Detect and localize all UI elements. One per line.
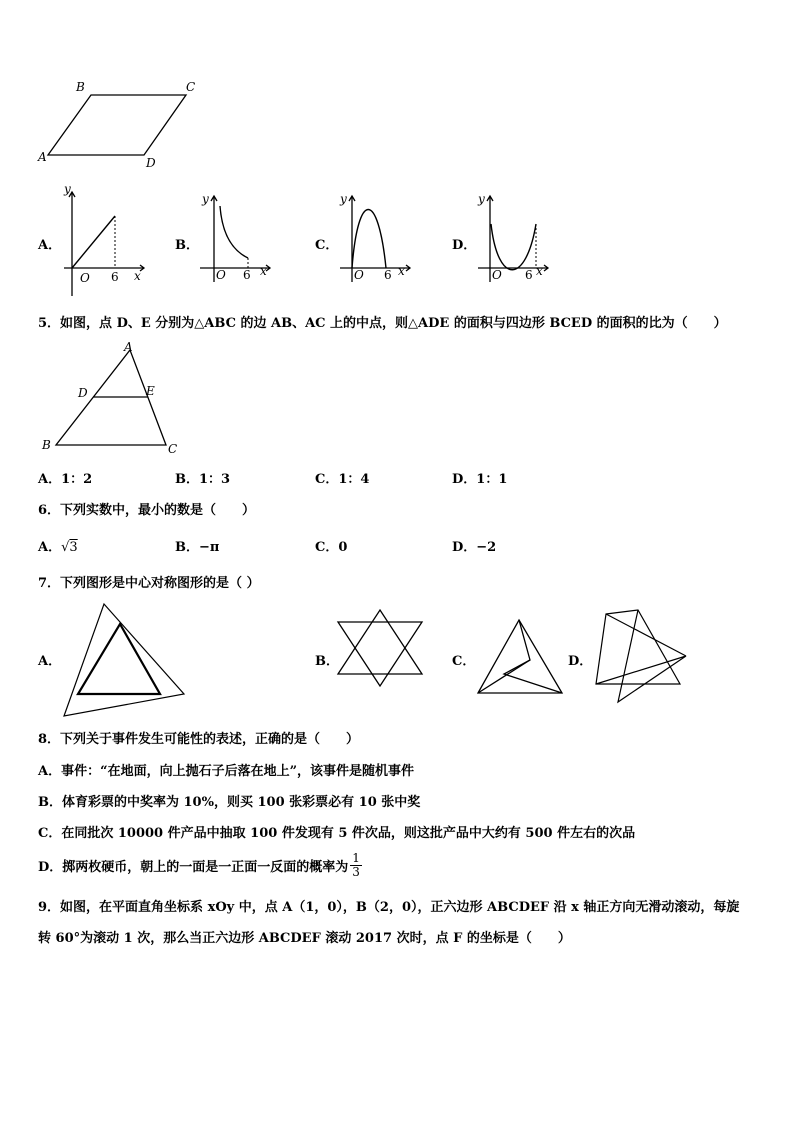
q7-figure-c[interactable] [474,616,566,696]
graph-a-y-label: y [64,182,71,196]
q8-option-d[interactable] [38,852,362,879]
q7-option-b-letter[interactable]: B． [315,654,339,669]
fraction-denominator: 3 [352,865,360,879]
graph-c-tick-label: 6 [384,268,392,282]
q4-graph-a[interactable] [60,182,146,296]
graph-a-curve [72,216,115,268]
q6-option-a-prefix: A． [38,540,62,555]
q5-option-c[interactable]: C．1：4 [315,472,370,487]
graph-b-y-label: y [202,192,209,206]
q8-option-c[interactable]: C．在同批次 10000 件产品中抽取 100 件发现有 5 件次品，则这批产品中大约有 500 件左右的次品 [38,826,636,841]
q7-figure-d[interactable] [592,606,692,704]
q6-option-c[interactable]: C．0 [315,540,348,555]
graph-c-origin-label: O [354,268,364,282]
graph-b-curve [220,206,248,258]
q6-option-a-radicand: 3 [69,540,78,555]
graph-c-x-label: x [398,264,405,278]
q4-option-a-letter[interactable]: A． [38,238,62,253]
q8-option-d-text: D．掷两枚硬币，朝上的一面是一正面一反面的概率为 [38,860,349,875]
q9-question-line2: 转 60°为滚动 1 次，那么当正六边形 ABCDEF 滚动 2017 次时，点 F 的坐标是（ ） [38,931,571,946]
graph-c-curve [352,210,386,269]
label-B: B [42,438,51,452]
q4-option-c-letter[interactable]: C． [315,238,339,253]
q7-question: 7．下列图形是中心对称图形的是（ ） [38,576,260,591]
sqrt-symbol: √3 [61,540,78,555]
label-C: C [186,80,196,94]
graph-d-curve [491,224,536,270]
q5-option-b[interactable]: B．1：3 [175,472,231,487]
q6-option-a[interactable] [38,536,78,555]
parallelogram-shape [48,95,186,155]
graph-d-tick-label: 6 [525,268,533,282]
label-E: E [146,384,155,398]
graph-a-origin-label: O [80,271,90,285]
q8-option-a[interactable]: A．事件：“在地面，向上抛石子后落在地上”，该事件是随机事件 [38,764,415,779]
parallelogram-diagram [36,78,206,173]
fraction-one-third [350,852,362,879]
q5-question: 5．如图，点 D、E 分别为△ABC 的边 AB、AC 上的中点，则△ADE 的面积与四边形 BCED 的面积的比为（ ） [38,316,727,331]
q7-option-a-letter[interactable]: A． [38,654,62,669]
graph-a-x-label: x [134,269,141,283]
q4-option-d-letter[interactable]: D． [452,238,477,253]
graph-d-x-label: x [536,264,543,278]
label-D: D [146,156,156,170]
label-A: A [38,150,47,164]
q9-question-line1: 9．如图，在平面直角坐标系 xOy 中，点 A（1，0），B（2，0），正六边形 ABCDEF 沿 x 轴正方向无滑动滚动，每旋 [38,900,740,915]
fraction-numerator: 1 [352,851,360,865]
graph-b-tick-label: 6 [243,268,251,282]
q7-figure-a[interactable] [60,598,190,718]
q8-question: 8．下列关于事件发生可能性的表述，正确的是（ ） [38,732,360,747]
q4-graph-d[interactable] [476,194,551,286]
q6-option-d[interactable]: D．−2 [452,540,497,555]
label-C: C [168,442,178,456]
graph-d-y-label: y [478,192,485,206]
q4-graph-c[interactable] [338,194,413,286]
graph-b-x-label: x [260,264,267,278]
q7-option-d-letter[interactable]: D． [568,654,593,669]
label-D: D [78,386,88,400]
q4-option-b-letter[interactable]: B． [175,238,199,253]
q7-option-c-letter[interactable]: C． [452,654,476,669]
graph-b-origin-label: O [216,268,226,282]
graph-a-tick-label: 6 [111,270,119,284]
graph-c-y-label: y [340,192,347,206]
q6-question: 6．下列实数中，最小的数是（ ） [38,503,256,518]
label-B: B [76,80,85,94]
q8-option-b[interactable]: B．体育彩票的中奖率为 10%，则买 100 张彩票必有 10 张中奖 [38,795,421,810]
q6-option-b[interactable]: B．−π [175,540,220,555]
q5-triangle-diagram [40,340,190,455]
label-A: A [124,340,133,354]
q7-figure-b[interactable] [334,608,426,688]
q5-option-a[interactable]: A．1：2 [38,472,93,487]
q5-option-d[interactable]: D．1：1 [452,472,508,487]
graph-d-origin-label: O [492,268,502,282]
q4-graph-b[interactable] [198,194,273,286]
